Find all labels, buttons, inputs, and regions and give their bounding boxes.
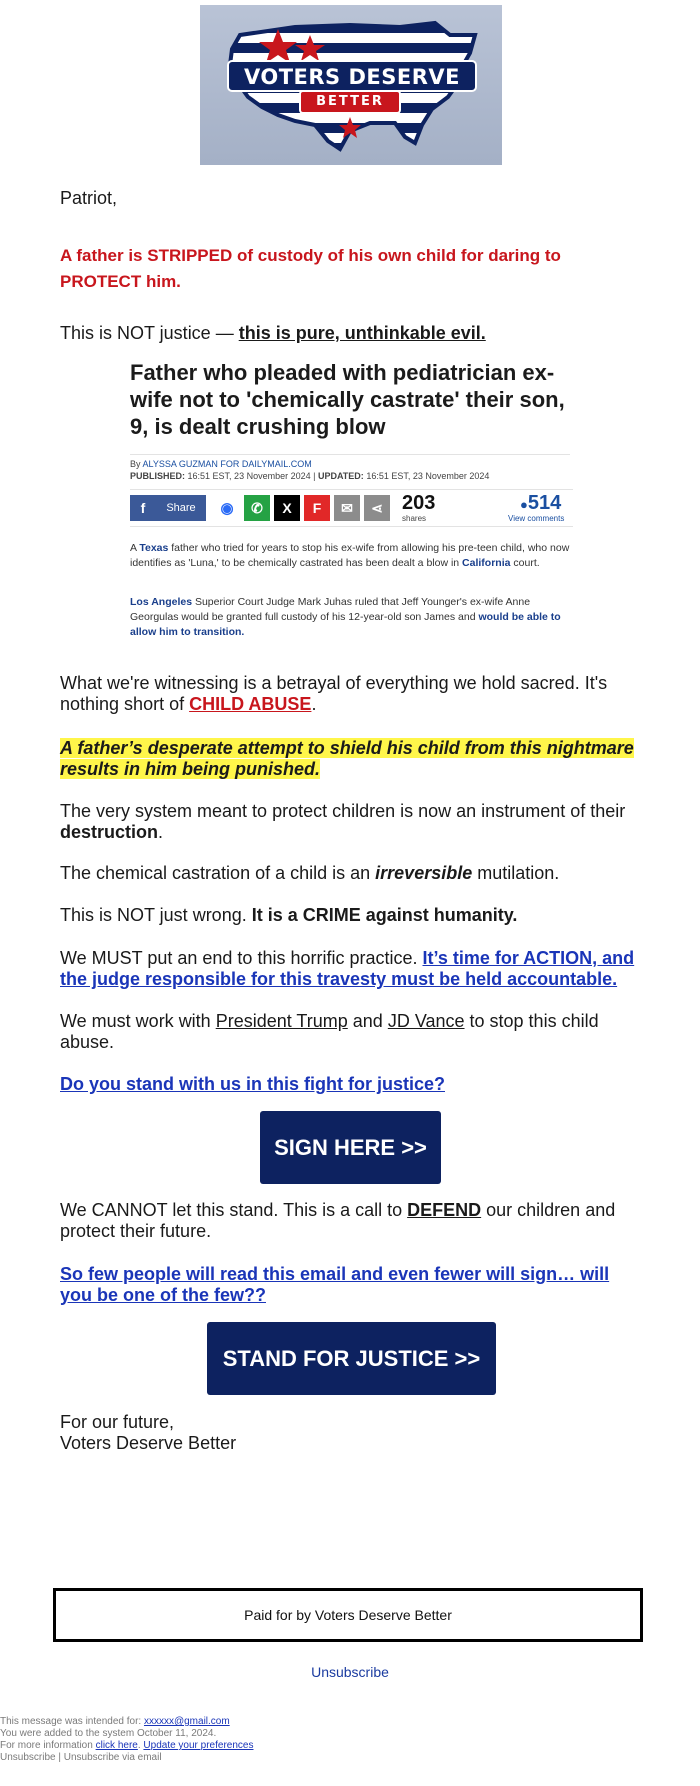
few-people-link[interactable]: So few people will read this email and even fewer will sign… will you be one of the few?? <box>60 1264 610 1305</box>
messenger-icon: ◉ <box>214 495 240 521</box>
article-title: Father who pleaded with pediatrician ex-wife not to 'chemically castrate' their son, 9, is dealt crushing blow <box>130 360 565 439</box>
x-icon: X <box>274 495 300 521</box>
castration-paragraph: The chemical castration of a child is an irreversible mutilation. <box>60 863 560 883</box>
jd-vance-link: JD Vance <box>387 1011 465 1031</box>
child-abuse-emphasis: CHILD ABUSE <box>189 694 312 714</box>
president-trump-link: President Trump <box>215 1011 348 1031</box>
action-paragraph: We MUST put an end to this horrific practice. It’s time for ACTION, and the judge responsible for this travesty must be held accountable. <box>60 948 635 989</box>
defend-paragraph: We CANNOT let this stand. This is a call to DEFEND our children and protect their future. <box>60 1200 616 1241</box>
footer-unsubscribe-options[interactable]: Unsubscribe | Unsubscribe via email <box>0 1752 162 1763</box>
footer-added: You were added to the system October 11, 2024. <box>0 1728 217 1739</box>
stand-with-us-paragraph <box>60 1074 640 1095</box>
share-bar <box>130 489 573 527</box>
whatsapp-icon: ✆ <box>244 495 270 521</box>
voters-deserve-better-logo <box>200 5 502 165</box>
signoff <box>60 1412 640 1454</box>
evil-emphasis: this is pure, unthinkable evil. <box>238 323 486 343</box>
paid-for-disclaimer: Paid for by Voters Deserve Better <box>53 1588 643 1642</box>
trump-vance-paragraph: We must work with President Trump and JD Vance to stop this child abuse. <box>60 1011 599 1052</box>
signoff-line-2: Voters Deserve Better <box>60 1433 237 1453</box>
witness-paragraph: What we're witnessing is a betrayal of everything we hold sacred. It's nothing short of CHILD ABUSE. <box>60 673 608 714</box>
greeting: Patriot, <box>60 188 118 208</box>
share-icon: ⋖ <box>364 495 390 521</box>
article-author: ALYSSA GUZMAN FOR DAILYMAIL.COM <box>142 459 312 469</box>
recipient-email-link[interactable]: xxxxxx@gmail.com <box>143 1716 230 1727</box>
article-paragraph-2: Los Angeles Superior Court Judge Mark Juhas ruled that Jeff Younger's ex-wife Anne Georgulas would be granted full custody of his 12-year-old son James and would be able to allow him to transition. <box>130 596 561 638</box>
email-icon: ✉ <box>334 495 360 521</box>
headline: A father is STRIPPED of custody of his own child for daring to PROTECT him. <box>60 246 561 291</box>
update-preferences-link[interactable]: Update your preferences <box>143 1740 254 1751</box>
defend-emphasis: DEFEND <box>407 1200 482 1220</box>
justice-statement: This is NOT justice — this is pure, unthinkable evil. <box>60 323 486 343</box>
news-article-screenshot <box>130 355 573 655</box>
view-comments-link: View comments <box>508 514 565 523</box>
share-button-label: Share <box>156 495 206 521</box>
logo-subtitle: BETTER <box>316 94 384 109</box>
article-paragraph-1: A Texas father who tried for years to stop his ex-wife from allowing his pre-teen child, who now identifies as 'Luna,' to be chemically castrated has been dealt a blow in California court. <box>130 542 570 569</box>
sign-here-button[interactable]: SIGN HERE >> <box>260 1111 441 1184</box>
comments-count: ●514 <box>520 492 562 514</box>
shares-label: shares <box>402 514 427 523</box>
flipboard-icon: F <box>304 495 330 521</box>
stand-with-us-link[interactable]: Do you stand with us in this fight for justice? <box>60 1074 445 1094</box>
system-paragraph: The very system meant to protect children is now an instrument of their destruction. <box>60 801 626 842</box>
highlighted-statement: A father’s desperate attempt to shield his child from this nightmare results in him being punished. <box>60 738 634 779</box>
footer-more-info: For more information click here. Update your preferences <box>0 1740 254 1751</box>
facebook-icon: f <box>130 495 156 521</box>
signoff-line-1: For our future, <box>60 1412 175 1432</box>
crime-paragraph: This is NOT just wrong. It is a CRIME against humanity. <box>60 905 518 925</box>
comment-bubble-icon: ● <box>520 497 528 512</box>
few-people-paragraph <box>60 1264 640 1306</box>
footer-intended: This message was intended for: xxxxxx@gmail.com <box>0 1716 230 1727</box>
logo-title: VOTERS DESERVE <box>243 65 461 89</box>
unsubscribe-link[interactable]: Unsubscribe <box>311 1664 389 1680</box>
accountability-link[interactable]: It’s time for ACTION, and the judge responsible for this travesty must be held accountable. <box>60 948 635 989</box>
click-here-link[interactable]: click here <box>95 1740 138 1751</box>
stand-for-justice-button[interactable]: STAND FOR JUSTICE >> <box>207 1322 496 1395</box>
article-byline: By ALYSSA GUZMAN FOR DAILYMAIL.COM PUBLISHED: 16:51 EST, 23 November 2024 | UPDATED: 16:51 EST, 23 November 2024 <box>130 454 570 482</box>
shares-count: 203 <box>402 492 436 514</box>
